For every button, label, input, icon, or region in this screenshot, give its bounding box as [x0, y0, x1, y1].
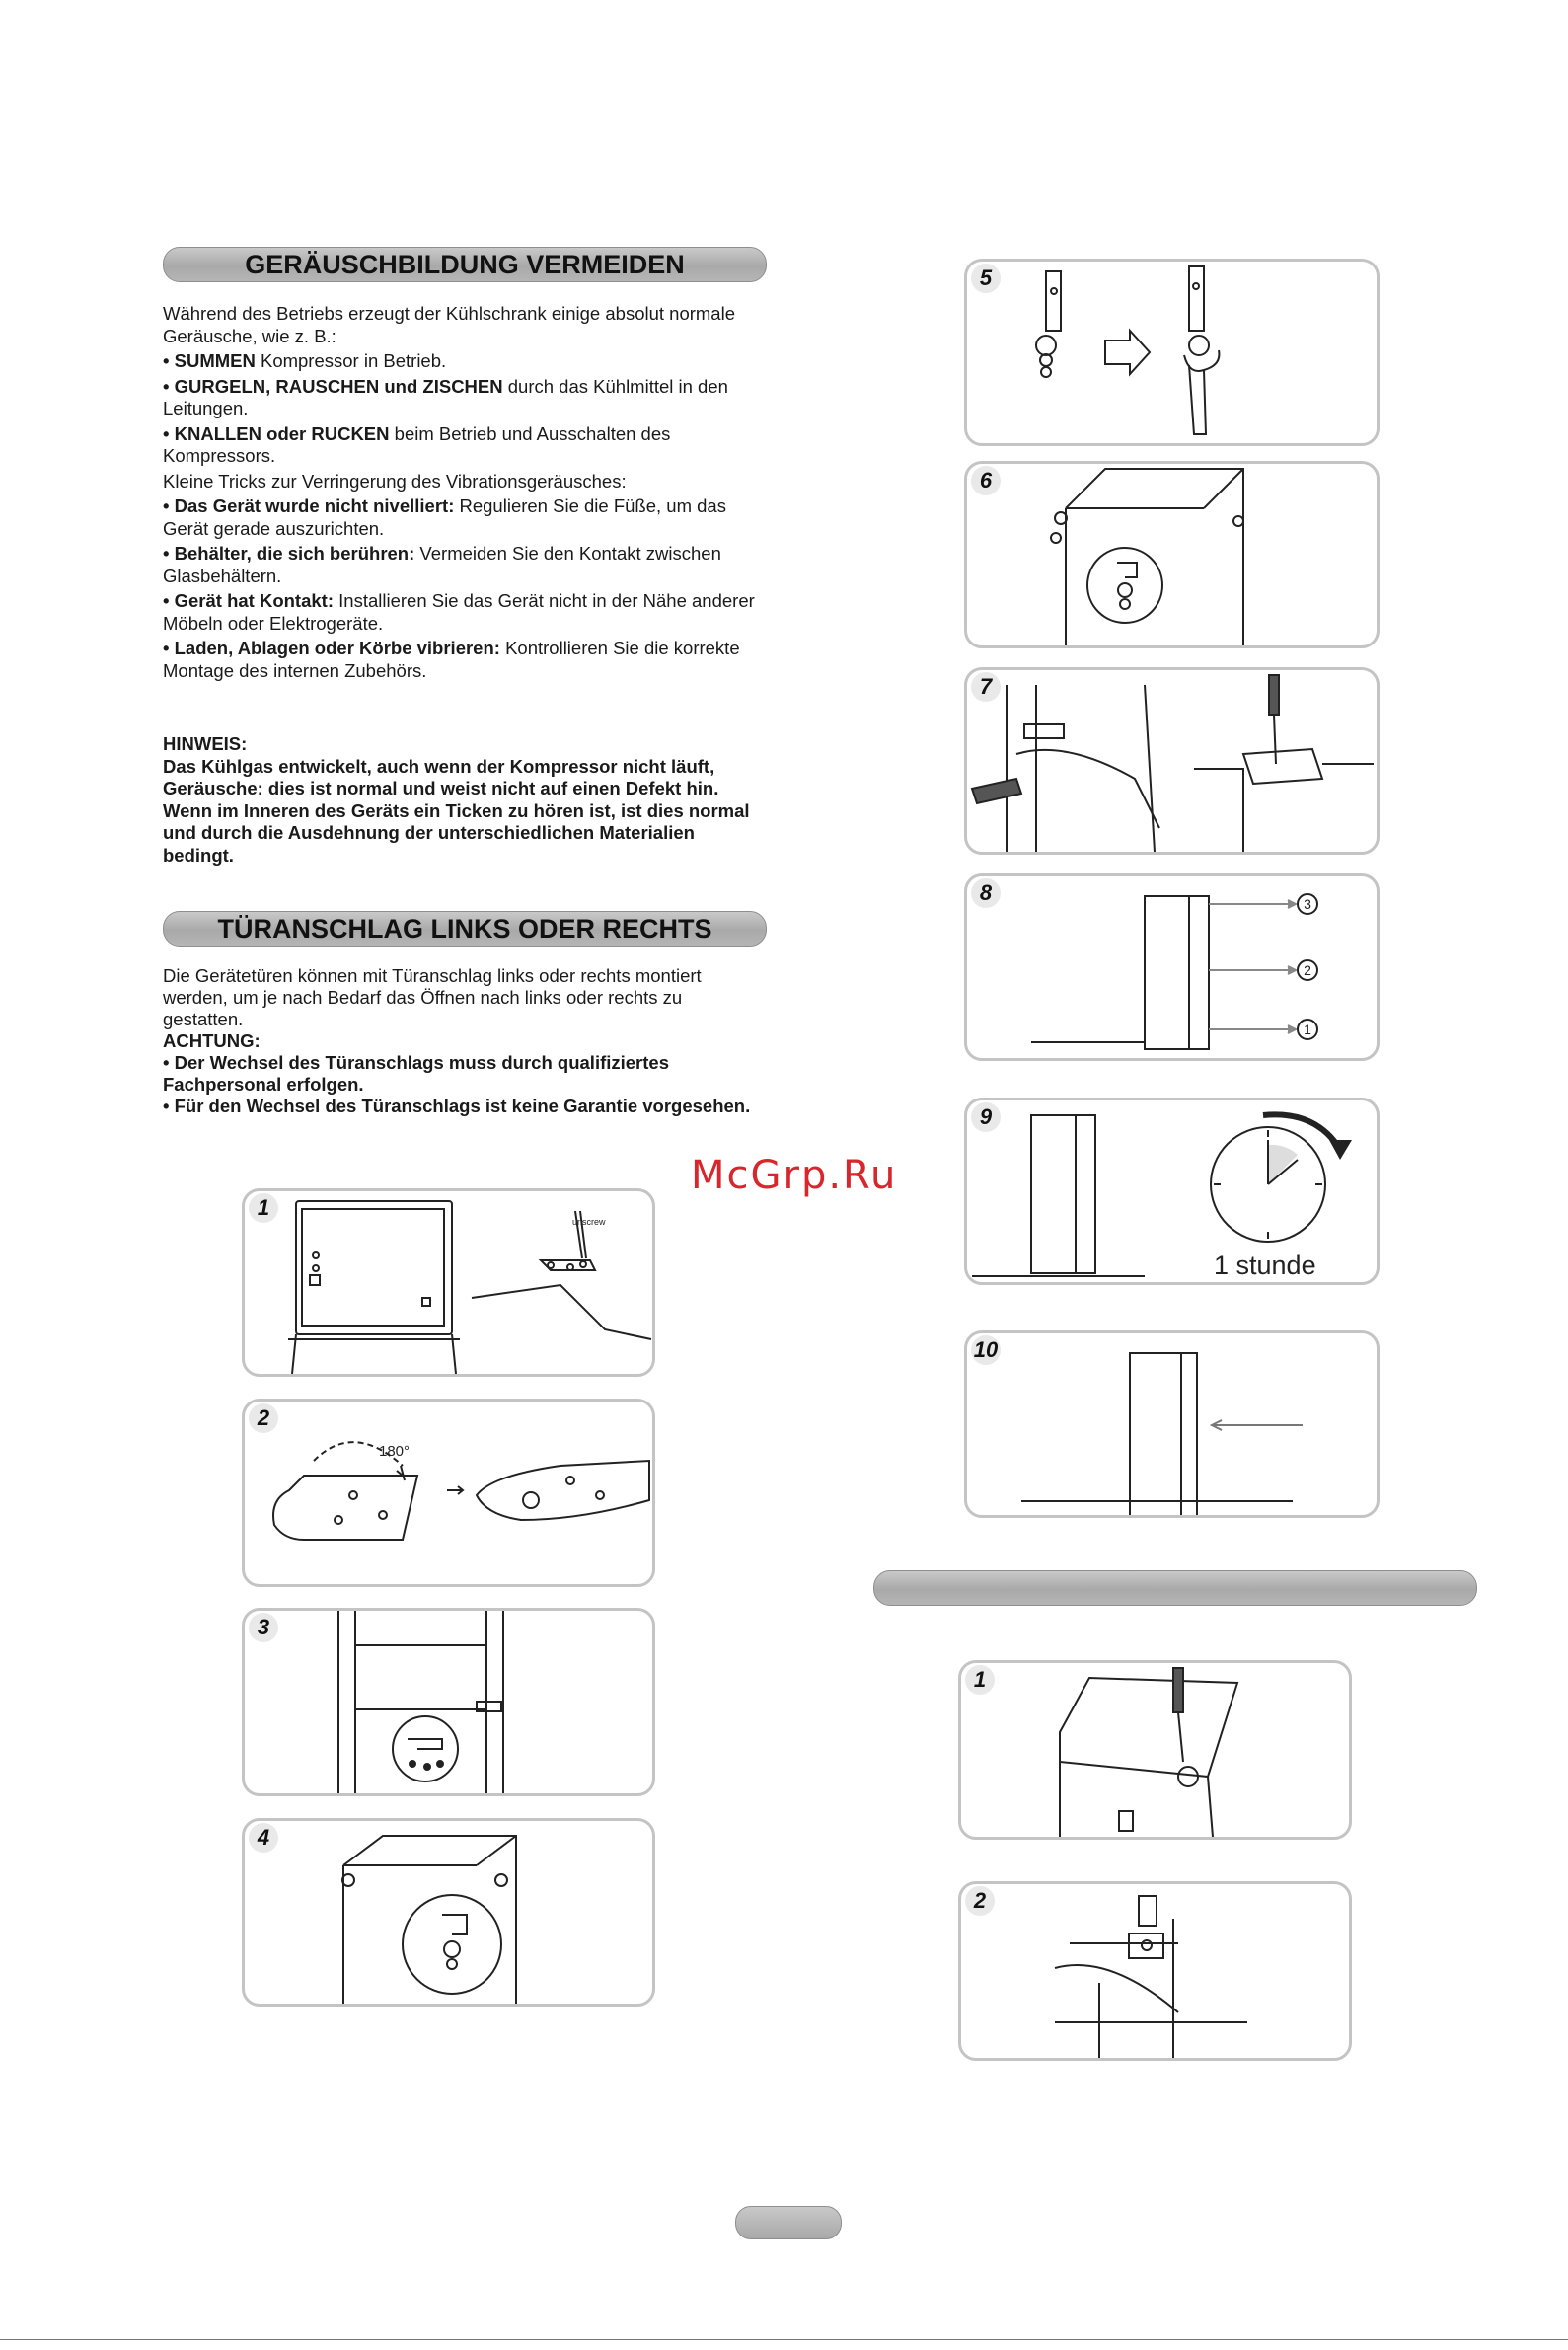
step-panel-right-5	[964, 259, 1380, 446]
step-number: 6	[971, 466, 1001, 495]
achtung-item: • Der Wechsel des Türanschlags muss durch qualifiziertes Fachpersonal erfolgen.	[163, 1052, 669, 1095]
noise-item: • SUMMEN Kompressor in Betrieb.	[163, 350, 447, 371]
achtung-title: ACHTUNG:	[163, 1030, 261, 1051]
step-panel-bottom-1	[958, 1660, 1352, 1840]
door-intro: Die Gerätetüren können mit Türanschlag links oder rechts montiert werden, um je nach Bedarf das Öffnen nach links oder rechts zu gestatten.	[163, 965, 702, 1029]
step-panel-left-4	[242, 1818, 655, 2007]
hinge-bolt-illustration	[967, 262, 1377, 443]
watermark: McGrp.Ru	[691, 1153, 898, 1198]
step-panel-right-10	[964, 1330, 1380, 1518]
lower-hinge-illustration	[245, 1611, 652, 1793]
step-panel-right-7	[964, 667, 1380, 855]
step-number: 3	[249, 1613, 278, 1642]
hinweis-title: HINWEIS:	[163, 733, 248, 754]
door-check-illustration	[967, 1333, 1377, 1515]
step-number: 9	[971, 1102, 1001, 1132]
trick-item: • Das Gerät wurde nicht nivelliert: Regulieren Sie die Füße, um das Gerät gerade auszurichten.	[163, 495, 726, 539]
step-panel-right-8	[964, 873, 1380, 1061]
step-number: 8	[971, 878, 1001, 908]
step-number: 2	[249, 1403, 278, 1433]
step-number: 4	[249, 1823, 278, 1853]
noise-item: • KNALLEN oder RUCKEN beim Betrieb und Ausschalten des Kompressors.	[163, 422, 671, 466]
door-hinge-screwdriver-illustration	[967, 670, 1377, 852]
door-section-body	[163, 965, 755, 1117]
step-panel-left-2	[242, 1399, 655, 1587]
trick-item: • Laden, Ablagen oder Körbe vibrieren: Kontrollieren Sie die korrekte Montage des internen Zubehörs.	[163, 638, 740, 681]
door-alignment-illustration	[967, 876, 1377, 1058]
step-panel-right-9	[964, 1098, 1380, 1285]
trick-item: • Behälter, die sich berühren: Vermeiden Sie den Kontakt zwischen Glasbehältern.	[163, 543, 721, 586]
cover-removal-illustration	[961, 1663, 1349, 1837]
step-number: 1	[249, 1193, 278, 1223]
step-number: 10	[971, 1335, 1001, 1365]
hinge-rotate-illustration	[245, 1402, 652, 1584]
step-panel-left-3	[242, 1608, 655, 1796]
svg-text:2: 2	[1304, 962, 1311, 978]
svg-text:unscrew: unscrew	[572, 1217, 606, 1227]
page-number-pill	[735, 2206, 842, 2239]
step-panel-right-6	[964, 461, 1380, 648]
noise-section-body	[163, 303, 770, 685]
step-panel-left-1	[242, 1188, 655, 1377]
step-panel-bottom-2	[958, 1881, 1352, 2061]
wait-one-hour-illustration	[967, 1100, 1377, 1282]
svg-text:1: 1	[1304, 1022, 1311, 1037]
tricks-intro: Kleine Tricks zur Verringerung des Vibrationsgeräusches:	[163, 470, 627, 492]
step-number: 5	[971, 264, 1001, 293]
step-number: 7	[971, 672, 1001, 702]
noise-item: • GURGELN, RAUSCHEN und ZISCHEN durch das Kühlmittel in den Leitungen.	[163, 375, 728, 418]
hinweis-note	[163, 733, 770, 867]
footer-divider	[0, 2339, 1568, 2340]
trick-item: • Gerät hat Kontakt: Installieren Sie das Gerät nicht in der Nähe anderer Möbeln oder Elektrogeräte.	[163, 590, 755, 634]
step-number: 2	[965, 1886, 995, 1916]
noise-intro: Während des Betriebs erzeugt der Kühlschrank einige absolut normale Geräusche, wie z. B.:	[163, 303, 735, 346]
door-section-heading: TÜRANSCHLAG LINKS ODER RECHTS	[163, 911, 767, 947]
svg-text:180°: 180°	[379, 1443, 411, 1460]
top-hinge-illustration	[967, 464, 1377, 645]
step-number: 1	[965, 1665, 995, 1695]
hinge-cover-illustration	[961, 1884, 1349, 2058]
hinweis-text: Das Kühlgas entwickelt, auch wenn der Kompressor nicht läuft, Geräusche: dies ist normal und weist nicht auf einen Defekt hin. Wenn im Inneren des Geräts ein Ticken zu hören ist, ist dies normal und durch die Ausdehnung der unterschiedlichen Materialien bedingt.	[163, 755, 750, 866]
noise-section-heading: GERÄUSCHBILDUNG VERMEIDEN	[163, 247, 767, 282]
move-hinge-illustration	[245, 1821, 652, 2004]
achtung-item: • Für den Wechsel des Türanschlags ist keine Garantie vorgesehen.	[163, 1096, 751, 1116]
svg-text:1 stunde: 1 stunde	[1214, 1251, 1316, 1280]
empty-section-heading	[873, 1570, 1477, 1606]
hinge-removal-illustration	[245, 1191, 652, 1374]
svg-text:3: 3	[1304, 896, 1311, 912]
